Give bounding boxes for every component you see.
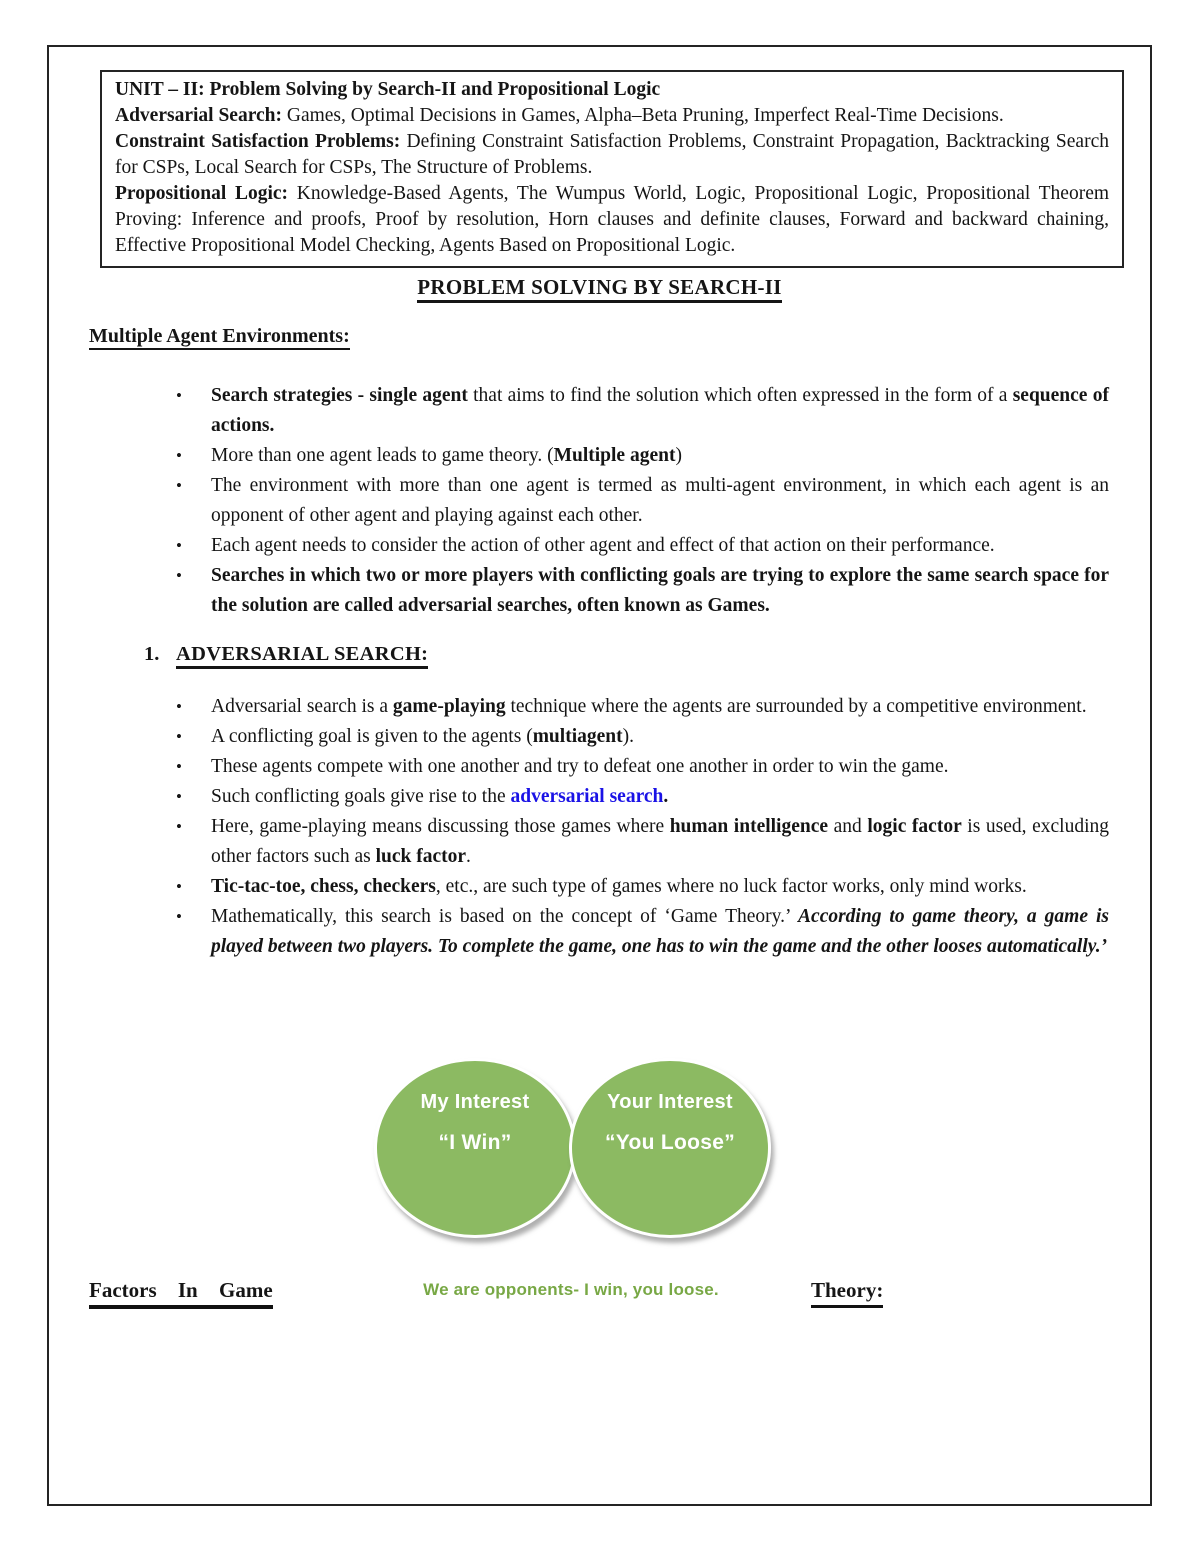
text-segment: technique where the agents are surrounded by a competitive environment. xyxy=(505,696,1087,717)
theory-label: Theory: xyxy=(811,1278,883,1308)
bullet-item xyxy=(176,531,1109,561)
factors-in-game-label: Factors In Game xyxy=(89,1278,273,1309)
bullet-text xyxy=(211,786,668,807)
text-segment: luck factor xyxy=(375,846,467,867)
bullet-text xyxy=(211,696,1087,717)
text-segment: adversarial search xyxy=(510,786,664,807)
text-segment: UNIT – II: Problem Solving by Search-II and Propositional Logic xyxy=(115,79,661,100)
bullet-marker-icon: • xyxy=(176,446,182,465)
text-segment: . xyxy=(663,786,669,807)
bullet-text xyxy=(211,385,1109,436)
ellipse-label: My Interest xyxy=(420,1091,530,1113)
text-segment: and xyxy=(828,816,868,837)
text-segment: More than one agent leads to game theory. ( xyxy=(211,445,554,466)
section-number: 1. xyxy=(144,643,160,665)
text-segment: Games, Optimal Decisions in Games, Alpha–Beta Pruning, Imperfect Real-Time Decisions. xyxy=(286,105,1004,126)
bullet-text xyxy=(211,906,1109,957)
your-interest-ellipse xyxy=(569,1058,771,1238)
text-segment: Propositional Logic: xyxy=(115,183,297,204)
bullet-marker-icon: • xyxy=(176,386,182,405)
bullet-item xyxy=(176,872,1109,902)
text-segment: Multiple agent xyxy=(553,445,676,466)
main-heading-row xyxy=(89,275,1110,306)
bullet-text xyxy=(211,816,1109,867)
text-segment: A conflicting goal is given to the agents ( xyxy=(211,726,533,747)
bullet-item xyxy=(176,692,1109,722)
ellipse-label: Your Interest xyxy=(607,1091,733,1113)
bullet-marker-icon: • xyxy=(176,907,182,926)
bullet-item xyxy=(176,441,1109,471)
text-segment: , etc., are such type of games where no luck factor works, only mind works. xyxy=(435,876,1027,897)
page-title: PROBLEM SOLVING BY SEARCH-II xyxy=(417,275,782,303)
text-segment: Mathematically, this search is based on the concept of ‘Game Theory.’ xyxy=(211,906,799,927)
text-segment: Search strategies - single agent xyxy=(211,385,474,406)
unit-topic-adversarial-search xyxy=(115,103,1109,129)
text-segment: is used, excluding other factors such as xyxy=(211,816,1109,867)
text-segment: Here, game-playing means discussing those games where xyxy=(211,816,670,837)
text-segment: ) xyxy=(675,445,682,466)
unit-title xyxy=(115,77,1109,103)
bullet-item xyxy=(176,561,1109,621)
bullet-item xyxy=(176,471,1109,531)
game-theory-figure xyxy=(374,1058,794,1244)
bullet-marker-icon: • xyxy=(176,877,182,896)
bullet-text xyxy=(211,565,1109,616)
text-segment: These agents compete with one another and try to defeat one another in order to win the game. xyxy=(211,756,949,777)
unit-overview-box xyxy=(100,70,1124,268)
figure-caption: We are opponents- I win, you loose. xyxy=(423,1280,719,1299)
unit-topic-propositional-logic xyxy=(115,181,1109,259)
bullet-marker-icon: • xyxy=(176,566,182,585)
text-segment: human intelligence xyxy=(669,816,829,837)
text-segment: that aims to find the solution which often expressed in the form of a xyxy=(473,385,1013,406)
section-heading-adversarial-search: ADVERSARIAL SEARCH: xyxy=(176,643,428,669)
bullet-marker-icon: • xyxy=(176,817,182,836)
text-segment: The environment with more than one agent is termed as multi-agent environment, in which each agent is an opponent of other agent and playing against each other. xyxy=(211,475,1109,526)
ellipse-quote: “I Win” xyxy=(438,1131,512,1154)
unit-topic-csp xyxy=(115,129,1109,181)
text-segment: logic factor xyxy=(867,816,962,837)
text-segment: Adversarial search is a xyxy=(211,696,393,717)
bullet-item xyxy=(176,752,1109,782)
bullet-marker-icon: • xyxy=(176,787,182,806)
env-bullet-list xyxy=(89,381,1110,621)
document-page xyxy=(47,45,1152,1506)
bullet-marker-icon: • xyxy=(176,727,182,746)
footer-line xyxy=(89,1276,1110,1318)
text-segment: . xyxy=(466,846,471,867)
text-segment: Knowledge-Based Agents, The Wumpus World, Logic, Propositional Logic, Propositional Theorem Proving: Inference and proofs, Proof by resolution, Horn clauses and definite clauses, Forward and backward chaining, Effective Propositional Model Checking, Agents Based on Propositional Logic. xyxy=(115,183,1110,256)
text-segment: multiagent xyxy=(532,726,623,747)
bullet-marker-icon: • xyxy=(176,536,182,555)
text-segment: Each agent needs to consider the action of other agent and effect of that action on their performance. xyxy=(211,535,995,556)
bullet-marker-icon: • xyxy=(176,697,182,716)
bullet-item xyxy=(176,812,1109,872)
section-heading-multiple-agent-environments: Multiple Agent Environments: xyxy=(89,325,350,350)
bullet-text xyxy=(211,445,682,466)
bullet-item xyxy=(176,722,1109,752)
bullet-marker-icon: • xyxy=(176,476,182,495)
text-segment: game-playing xyxy=(392,696,506,717)
bullet-marker-icon: • xyxy=(176,757,182,776)
text-segment: Constraint Satisfaction Problems: xyxy=(115,131,407,152)
bullet-item xyxy=(176,381,1109,441)
bullet-text xyxy=(211,535,995,556)
bullet-item xyxy=(176,902,1109,962)
text-segment: Adversarial Search: xyxy=(115,105,287,126)
bullet-text xyxy=(211,726,634,747)
text-segment: ). xyxy=(622,726,634,747)
bullet-text xyxy=(211,876,1027,897)
text-segment: Such conflicting goals give rise to the xyxy=(211,786,511,807)
my-interest-ellipse xyxy=(374,1058,576,1238)
bullet-item xyxy=(176,782,1109,812)
text-segment: Tic-tac-toe, chess, checkers xyxy=(211,876,436,897)
ellipse-quote: “You Loose” xyxy=(604,1131,736,1154)
text-segment: Defining Constraint Satisfaction Problems, Constraint Propagation, Backtracking Search for CSPs, Local Search for CSPs, The Structure of Problems. xyxy=(115,131,1109,178)
env-heading-row xyxy=(89,325,1110,355)
adversarial-bullet-list xyxy=(89,692,1110,962)
text-segment: sequence of actions. xyxy=(211,385,1109,436)
bullet-text xyxy=(211,475,1109,526)
text-segment: Searches in which two or more players with conflicting goals are trying to explore the same search space for the solution are called adversarial searches, often known as Games. xyxy=(211,565,1109,616)
bullet-text xyxy=(211,756,949,777)
text-segment: According to game theory, a game is played between two players. To complete the game, one has to win the game and the other looses automatically.’ xyxy=(211,906,1109,957)
adversarial-search-heading-row xyxy=(144,643,1110,673)
